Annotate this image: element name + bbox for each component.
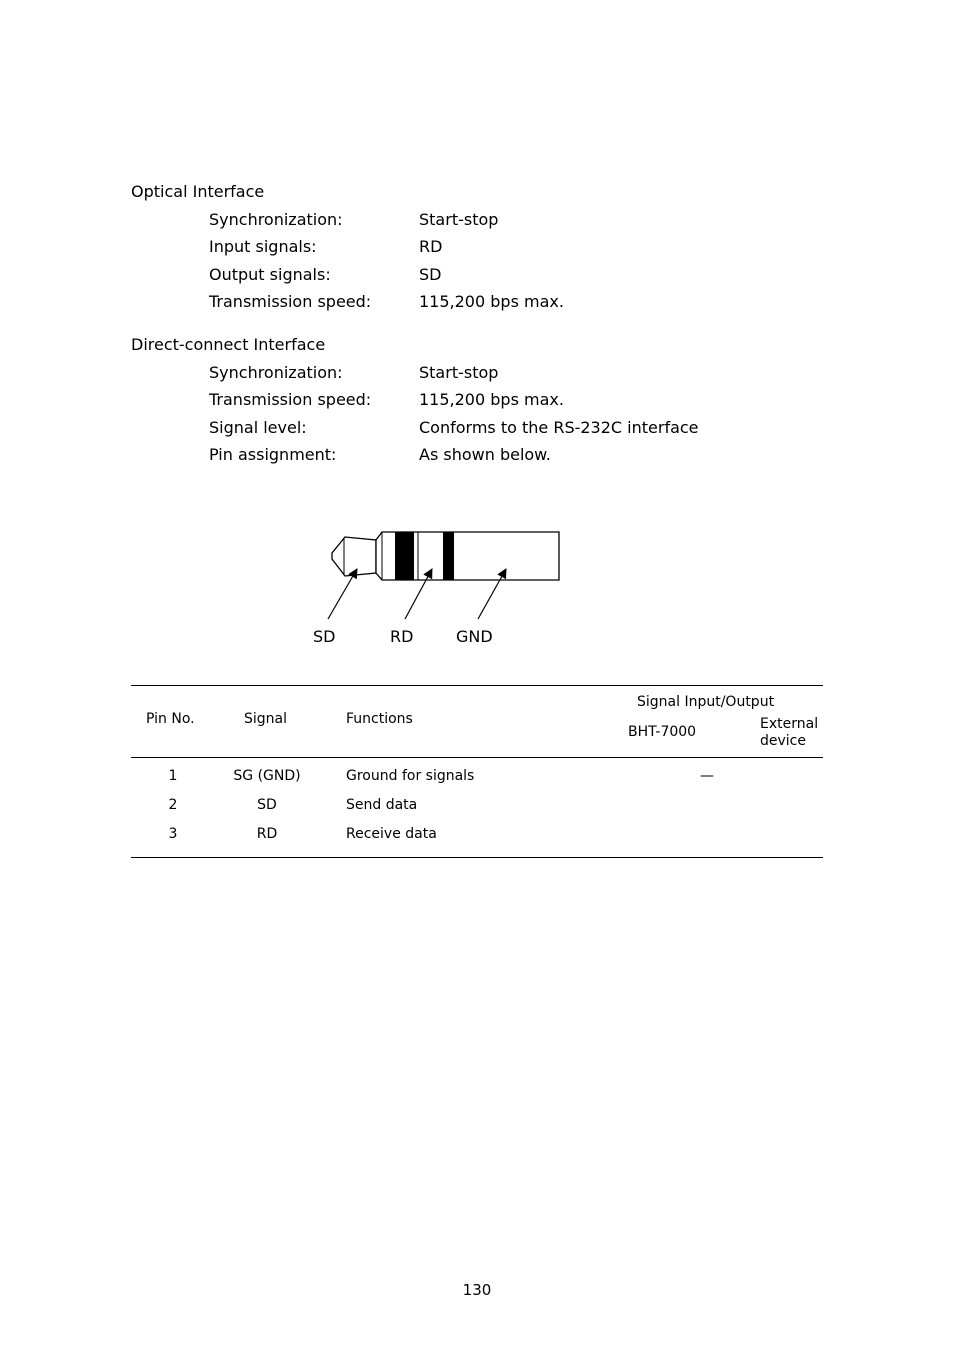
row-signal: SD — [257, 797, 277, 813]
direct-level-value: Conforms to the RS-232C interface — [419, 418, 699, 437]
direct-sync-label: Synchronization: — [209, 363, 343, 382]
header-signal: Signal — [244, 711, 288, 727]
header-external-line2: device — [760, 733, 806, 749]
direct-speed-label: Transmission speed: — [209, 390, 372, 409]
header-functions: Functions — [346, 711, 413, 727]
direct-interface-title: Direct-connect Interface — [131, 335, 326, 354]
optical-speed-label: Transmission speed: — [209, 292, 372, 311]
row-pin: 2 — [168, 797, 178, 813]
header-external-line1: External — [760, 716, 819, 732]
optical-output-label: Output signals: — [209, 265, 331, 284]
header-pin-no: Pin No. — [146, 711, 195, 727]
header-bht: BHT-7000 — [628, 724, 697, 740]
row-function: Send data — [346, 797, 418, 813]
page-number: 130 — [462, 1281, 492, 1299]
row-pin: 1 — [168, 768, 178, 784]
optical-input-value: RD — [419, 237, 443, 256]
direct-pin-value: As shown below. — [419, 445, 551, 464]
row-signal: RD — [256, 826, 278, 842]
optical-interface-title: Optical Interface — [131, 182, 265, 201]
gnd-label: GND — [456, 627, 493, 646]
row-io: — — [700, 768, 714, 784]
insulator-ring-2 — [443, 532, 454, 580]
insulator-ring-1 — [395, 532, 414, 580]
optical-speed-value: 115,200 bps max. — [419, 292, 564, 311]
direct-speed-value: 115,200 bps max. — [419, 390, 564, 409]
rd-label: RD — [390, 627, 414, 646]
table-header-rule — [131, 757, 823, 758]
direct-sync-value: Start-stop — [419, 363, 499, 382]
header-signal-io: Signal Input/Output — [637, 694, 775, 710]
row-function: Receive data — [346, 826, 437, 842]
plug-tip — [332, 537, 376, 576]
sd-label: SD — [313, 627, 336, 646]
optical-output-value: SD — [419, 265, 442, 284]
connector-plug-diagram — [300, 520, 580, 660]
optical-input-label: Input signals: — [209, 237, 317, 256]
optical-sync-label: Synchronization: — [209, 210, 343, 229]
row-function: Ground for signals — [346, 768, 475, 784]
direct-pin-label: Pin assignment: — [209, 445, 337, 464]
table-top-rule — [131, 685, 823, 686]
row-pin: 3 — [168, 826, 178, 842]
optical-sync-value: Start-stop — [419, 210, 499, 229]
table-bottom-rule — [131, 857, 823, 858]
row-signal: SG (GND) — [233, 768, 301, 784]
sd-arrow — [328, 569, 357, 619]
direct-level-label: Signal level: — [209, 418, 307, 437]
